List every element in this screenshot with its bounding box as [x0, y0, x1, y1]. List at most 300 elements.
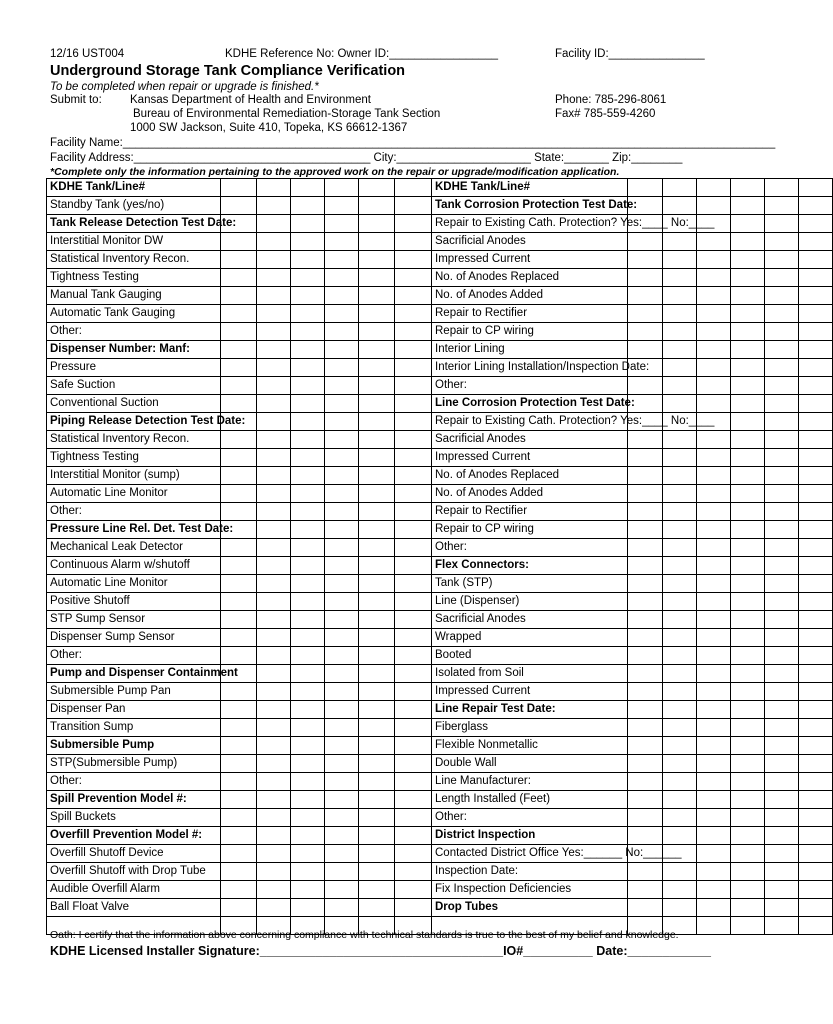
- right-entry-cell[interactable]: [628, 575, 663, 593]
- left-entry-cell[interactable]: [395, 449, 432, 467]
- right-entry-cell[interactable]: [628, 629, 663, 647]
- left-entry-cell[interactable]: [257, 881, 291, 899]
- left-entry-cell[interactable]: [395, 899, 432, 917]
- left-entry-cell[interactable]: [395, 323, 432, 341]
- left-entry-cell[interactable]: [257, 539, 291, 557]
- left-entry-cell[interactable]: [291, 323, 325, 341]
- right-entry-cell[interactable]: [765, 251, 799, 269]
- right-entry-cell[interactable]: [697, 521, 731, 539]
- right-entry-cell[interactable]: [799, 305, 833, 323]
- right-entry-cell[interactable]: [697, 647, 731, 665]
- left-entry-cell[interactable]: [291, 449, 325, 467]
- left-entry-cell[interactable]: [257, 755, 291, 773]
- left-entry-cell[interactable]: [291, 701, 325, 719]
- left-entry-cell[interactable]: [359, 827, 395, 845]
- left-entry-cell[interactable]: [325, 323, 359, 341]
- left-entry-cell[interactable]: [395, 269, 432, 287]
- right-entry-cell[interactable]: [697, 791, 731, 809]
- left-entry-cell[interactable]: [325, 593, 359, 611]
- right-entry-cell[interactable]: [799, 827, 833, 845]
- left-entry-cell[interactable]: [395, 683, 432, 701]
- left-entry-cell[interactable]: [221, 287, 257, 305]
- left-entry-cell[interactable]: [359, 773, 395, 791]
- left-entry-cell[interactable]: [221, 197, 257, 215]
- right-entry-cell[interactable]: [731, 395, 765, 413]
- right-entry-cell[interactable]: [663, 359, 697, 377]
- left-entry-cell[interactable]: [221, 503, 257, 521]
- right-entry-cell[interactable]: [799, 881, 833, 899]
- left-entry-cell[interactable]: [221, 593, 257, 611]
- left-entry-cell[interactable]: [359, 449, 395, 467]
- left-entry-cell[interactable]: [291, 755, 325, 773]
- left-entry-cell[interactable]: [325, 341, 359, 359]
- left-entry-cell[interactable]: [325, 827, 359, 845]
- right-entry-cell[interactable]: [765, 575, 799, 593]
- right-entry-cell[interactable]: [765, 287, 799, 305]
- right-entry-cell[interactable]: [765, 683, 799, 701]
- left-entry-cell[interactable]: [257, 359, 291, 377]
- right-entry-cell[interactable]: [731, 827, 765, 845]
- right-entry-cell[interactable]: [697, 665, 731, 683]
- right-entry-cell[interactable]: [628, 431, 663, 449]
- left-entry-cell[interactable]: [395, 215, 432, 233]
- left-entry-cell[interactable]: [395, 809, 432, 827]
- left-entry-cell[interactable]: [221, 773, 257, 791]
- right-entry-cell[interactable]: [697, 773, 731, 791]
- left-entry-cell[interactable]: [257, 377, 291, 395]
- right-entry-cell[interactable]: [765, 899, 799, 917]
- right-entry-cell[interactable]: [799, 611, 833, 629]
- right-entry-cell[interactable]: [731, 863, 765, 881]
- left-entry-cell[interactable]: [257, 395, 291, 413]
- facility-name-field[interactable]: Facility Name:______________________________________________________________________________________________________: [50, 137, 776, 149]
- right-entry-cell[interactable]: [731, 377, 765, 395]
- right-entry-cell[interactable]: [697, 683, 731, 701]
- right-entry-cell[interactable]: [765, 881, 799, 899]
- left-entry-cell[interactable]: [359, 575, 395, 593]
- right-entry-cell[interactable]: [731, 791, 765, 809]
- right-entry-cell[interactable]: [731, 647, 765, 665]
- right-entry-cell[interactable]: [697, 251, 731, 269]
- left-entry-cell[interactable]: [221, 737, 257, 755]
- left-entry-cell[interactable]: [257, 269, 291, 287]
- right-entry-cell[interactable]: [697, 701, 731, 719]
- left-entry-cell[interactable]: [221, 683, 257, 701]
- left-entry-cell[interactable]: [325, 377, 359, 395]
- right-entry-cell[interactable]: [799, 467, 833, 485]
- right-entry-cell[interactable]: [731, 305, 765, 323]
- right-entry-cell[interactable]: [731, 611, 765, 629]
- left-entry-cell[interactable]: [221, 881, 257, 899]
- right-entry-cell[interactable]: [731, 629, 765, 647]
- left-entry-cell[interactable]: [395, 737, 432, 755]
- right-entry-cell[interactable]: [731, 521, 765, 539]
- right-entry-cell[interactable]: [628, 449, 663, 467]
- left-entry-cell[interactable]: [257, 719, 291, 737]
- right-entry-cell[interactable]: [697, 575, 731, 593]
- right-entry-cell[interactable]: [731, 845, 765, 863]
- facility-address-field[interactable]: Facility Address:_____________________________________ City:_____________________ State:_______ Zip:________: [50, 152, 683, 164]
- left-entry-cell[interactable]: [325, 629, 359, 647]
- right-entry-cell[interactable]: [697, 719, 731, 737]
- left-entry-cell[interactable]: [291, 269, 325, 287]
- left-entry-cell[interactable]: [257, 791, 291, 809]
- left-entry-cell[interactable]: [395, 611, 432, 629]
- right-entry-cell[interactable]: [663, 701, 697, 719]
- left-entry-cell[interactable]: [257, 899, 291, 917]
- left-entry-cell[interactable]: [221, 791, 257, 809]
- right-entry-cell[interactable]: [799, 737, 833, 755]
- right-entry-cell[interactable]: [663, 827, 697, 845]
- left-entry-cell[interactable]: [325, 521, 359, 539]
- right-entry-cell[interactable]: [697, 377, 731, 395]
- left-entry-cell[interactable]: [359, 395, 395, 413]
- left-entry-cell[interactable]: [359, 899, 395, 917]
- left-entry-cell[interactable]: [257, 449, 291, 467]
- right-entry-cell[interactable]: [765, 449, 799, 467]
- right-entry-cell[interactable]: [663, 863, 697, 881]
- right-entry-cell[interactable]: [731, 179, 765, 197]
- right-entry-cell[interactable]: [731, 431, 765, 449]
- right-entry-cell[interactable]: [765, 197, 799, 215]
- right-entry-cell[interactable]: [765, 773, 799, 791]
- right-entry-cell[interactable]: [697, 899, 731, 917]
- left-entry-cell[interactable]: [395, 251, 432, 269]
- right-entry-cell[interactable]: [628, 809, 663, 827]
- right-entry-cell[interactable]: [697, 305, 731, 323]
- right-entry-cell[interactable]: [628, 539, 663, 557]
- right-entry-cell[interactable]: [731, 449, 765, 467]
- left-entry-cell[interactable]: [221, 827, 257, 845]
- left-entry-cell[interactable]: [291, 359, 325, 377]
- right-entry-cell[interactable]: [731, 683, 765, 701]
- right-entry-cell[interactable]: [799, 575, 833, 593]
- right-entry-cell[interactable]: [765, 737, 799, 755]
- right-entry-cell[interactable]: [697, 863, 731, 881]
- right-entry-cell[interactable]: [731, 503, 765, 521]
- right-entry-cell[interactable]: [799, 503, 833, 521]
- right-entry-cell[interactable]: [663, 557, 697, 575]
- left-entry-cell[interactable]: [221, 377, 257, 395]
- right-entry-cell[interactable]: [663, 287, 697, 305]
- left-entry-cell[interactable]: [359, 521, 395, 539]
- right-entry-cell[interactable]: [697, 917, 731, 935]
- left-entry-cell[interactable]: [325, 251, 359, 269]
- kdhe-reference-owner-id[interactable]: KDHE Reference No: Owner ID:_________________: [225, 48, 498, 60]
- left-entry-cell[interactable]: [359, 359, 395, 377]
- right-entry-cell[interactable]: [765, 611, 799, 629]
- right-entry-cell[interactable]: [765, 809, 799, 827]
- right-entry-cell[interactable]: [799, 323, 833, 341]
- right-entry-cell[interactable]: [628, 251, 663, 269]
- right-entry-cell[interactable]: [628, 737, 663, 755]
- left-entry-cell[interactable]: [221, 899, 257, 917]
- left-entry-cell[interactable]: [395, 863, 432, 881]
- left-entry-cell[interactable]: [325, 359, 359, 377]
- right-entry-cell[interactable]: [697, 233, 731, 251]
- left-entry-cell[interactable]: [395, 575, 432, 593]
- left-entry-cell[interactable]: [221, 323, 257, 341]
- right-entry-cell[interactable]: [628, 593, 663, 611]
- right-entry-cell[interactable]: [663, 881, 697, 899]
- left-entry-cell[interactable]: [291, 251, 325, 269]
- left-entry-cell[interactable]: [325, 737, 359, 755]
- right-entry-cell[interactable]: [799, 539, 833, 557]
- left-entry-cell[interactable]: [325, 305, 359, 323]
- left-entry-cell[interactable]: [395, 539, 432, 557]
- right-entry-cell[interactable]: [663, 377, 697, 395]
- right-entry-cell[interactable]: [799, 845, 833, 863]
- left-entry-cell[interactable]: [257, 647, 291, 665]
- right-entry-cell[interactable]: [799, 755, 833, 773]
- left-entry-cell[interactable]: [221, 467, 257, 485]
- left-entry-cell[interactable]: [291, 467, 325, 485]
- left-entry-cell[interactable]: [395, 485, 432, 503]
- right-entry-cell[interactable]: [697, 593, 731, 611]
- right-entry-cell[interactable]: [765, 593, 799, 611]
- left-entry-cell[interactable]: [395, 791, 432, 809]
- left-entry-cell[interactable]: [395, 287, 432, 305]
- right-entry-cell[interactable]: [799, 359, 833, 377]
- left-entry-cell[interactable]: [291, 593, 325, 611]
- left-entry-cell[interactable]: [359, 683, 395, 701]
- left-entry-cell[interactable]: [359, 611, 395, 629]
- left-entry-cell[interactable]: [291, 395, 325, 413]
- left-entry-cell[interactable]: [325, 791, 359, 809]
- right-entry-cell[interactable]: [765, 827, 799, 845]
- right-entry-cell[interactable]: [731, 341, 765, 359]
- right-entry-cell[interactable]: [799, 485, 833, 503]
- installer-signature-line[interactable]: KDHE Licensed Installer Signature:___________________________________IO#__________ Date:____________: [50, 944, 711, 958]
- left-entry-cell[interactable]: [291, 431, 325, 449]
- left-entry-cell[interactable]: [359, 251, 395, 269]
- right-entry-cell[interactable]: [799, 287, 833, 305]
- left-entry-cell[interactable]: [359, 719, 395, 737]
- left-entry-cell[interactable]: [359, 593, 395, 611]
- right-entry-cell[interactable]: [765, 341, 799, 359]
- right-entry-cell[interactable]: [731, 557, 765, 575]
- left-entry-cell[interactable]: [221, 179, 257, 197]
- left-entry-cell[interactable]: [325, 233, 359, 251]
- right-entry-cell[interactable]: [765, 413, 799, 431]
- right-entry-cell[interactable]: [799, 179, 833, 197]
- right-entry-cell[interactable]: [628, 377, 663, 395]
- right-entry-cell[interactable]: [731, 539, 765, 557]
- right-entry-cell[interactable]: [663, 323, 697, 341]
- right-entry-cell[interactable]: [697, 629, 731, 647]
- left-entry-cell[interactable]: [325, 773, 359, 791]
- right-entry-cell[interactable]: [799, 791, 833, 809]
- left-entry-cell[interactable]: [221, 611, 257, 629]
- left-entry-cell[interactable]: [395, 629, 432, 647]
- right-entry-cell[interactable]: [799, 701, 833, 719]
- left-entry-cell[interactable]: [257, 863, 291, 881]
- left-entry-cell[interactable]: [291, 827, 325, 845]
- right-entry-cell[interactable]: [697, 809, 731, 827]
- right-entry-cell[interactable]: [799, 917, 833, 935]
- left-entry-cell[interactable]: [325, 287, 359, 305]
- right-entry-cell[interactable]: [731, 719, 765, 737]
- left-entry-cell[interactable]: [291, 557, 325, 575]
- left-entry-cell[interactable]: [221, 305, 257, 323]
- right-entry-cell[interactable]: [663, 341, 697, 359]
- right-entry-cell[interactable]: [731, 881, 765, 899]
- left-entry-cell[interactable]: [221, 755, 257, 773]
- left-entry-cell[interactable]: [359, 305, 395, 323]
- left-entry-cell[interactable]: [359, 791, 395, 809]
- left-entry-cell[interactable]: [257, 233, 291, 251]
- left-entry-cell[interactable]: [221, 359, 257, 377]
- right-entry-cell[interactable]: [663, 809, 697, 827]
- left-entry-cell[interactable]: [359, 557, 395, 575]
- right-entry-cell[interactable]: [765, 233, 799, 251]
- right-entry-cell[interactable]: [663, 197, 697, 215]
- left-entry-cell[interactable]: [325, 881, 359, 899]
- right-entry-cell[interactable]: [628, 341, 663, 359]
- left-entry-cell[interactable]: [257, 467, 291, 485]
- right-entry-cell[interactable]: [628, 755, 663, 773]
- right-entry-cell[interactable]: [799, 863, 833, 881]
- left-entry-cell[interactable]: [325, 863, 359, 881]
- left-entry-cell[interactable]: [325, 503, 359, 521]
- right-entry-cell[interactable]: [663, 719, 697, 737]
- left-entry-cell[interactable]: [221, 251, 257, 269]
- right-entry-cell[interactable]: [628, 521, 663, 539]
- left-entry-cell[interactable]: [325, 701, 359, 719]
- left-entry-cell[interactable]: [291, 341, 325, 359]
- left-entry-cell[interactable]: [257, 809, 291, 827]
- right-entry-cell[interactable]: [663, 521, 697, 539]
- right-entry-cell[interactable]: [697, 359, 731, 377]
- right-entry-cell[interactable]: [731, 899, 765, 917]
- left-entry-cell[interactable]: [395, 845, 432, 863]
- left-entry-cell[interactable]: [257, 665, 291, 683]
- right-entry-cell[interactable]: [765, 431, 799, 449]
- left-entry-cell[interactable]: [325, 683, 359, 701]
- left-entry-cell[interactable]: [257, 179, 291, 197]
- right-entry-cell[interactable]: [663, 305, 697, 323]
- right-entry-cell[interactable]: [799, 719, 833, 737]
- left-entry-cell[interactable]: [257, 503, 291, 521]
- left-entry-cell[interactable]: [325, 269, 359, 287]
- left-entry-cell[interactable]: [257, 215, 291, 233]
- right-entry-cell[interactable]: [799, 773, 833, 791]
- right-entry-cell[interactable]: [663, 647, 697, 665]
- left-entry-cell[interactable]: [395, 593, 432, 611]
- right-entry-cell[interactable]: [697, 881, 731, 899]
- left-entry-cell[interactable]: [325, 557, 359, 575]
- right-entry-cell[interactable]: [628, 683, 663, 701]
- left-entry-cell[interactable]: [325, 449, 359, 467]
- right-entry-cell[interactable]: [731, 233, 765, 251]
- left-entry-cell[interactable]: [291, 233, 325, 251]
- left-entry-cell[interactable]: [221, 449, 257, 467]
- right-entry-cell[interactable]: [765, 845, 799, 863]
- left-entry-cell[interactable]: [395, 557, 432, 575]
- right-entry-cell[interactable]: [799, 431, 833, 449]
- left-entry-cell[interactable]: [291, 845, 325, 863]
- left-entry-cell[interactable]: [325, 809, 359, 827]
- left-entry-cell[interactable]: [325, 197, 359, 215]
- left-entry-cell[interactable]: [291, 287, 325, 305]
- left-entry-cell[interactable]: [325, 485, 359, 503]
- left-entry-cell[interactable]: [359, 341, 395, 359]
- right-entry-cell[interactable]: [628, 701, 663, 719]
- left-entry-cell[interactable]: [257, 485, 291, 503]
- right-entry-cell[interactable]: [765, 917, 799, 935]
- left-entry-cell[interactable]: [221, 629, 257, 647]
- left-entry-cell[interactable]: [395, 341, 432, 359]
- right-entry-cell[interactable]: [799, 809, 833, 827]
- right-entry-cell[interactable]: [663, 233, 697, 251]
- left-entry-cell[interactable]: [359, 755, 395, 773]
- right-entry-cell[interactable]: [663, 503, 697, 521]
- left-entry-cell[interactable]: [291, 197, 325, 215]
- right-entry-cell[interactable]: [697, 197, 731, 215]
- left-entry-cell[interactable]: [291, 683, 325, 701]
- left-entry-cell[interactable]: [395, 305, 432, 323]
- right-entry-cell[interactable]: [663, 269, 697, 287]
- right-entry-cell[interactable]: [765, 395, 799, 413]
- left-entry-cell[interactable]: [257, 845, 291, 863]
- left-entry-cell[interactable]: [359, 197, 395, 215]
- right-entry-cell[interactable]: [697, 611, 731, 629]
- right-entry-cell[interactable]: [663, 179, 697, 197]
- right-entry-cell[interactable]: [731, 755, 765, 773]
- right-entry-cell[interactable]: [628, 557, 663, 575]
- left-entry-cell[interactable]: [291, 809, 325, 827]
- left-entry-cell[interactable]: [359, 539, 395, 557]
- left-entry-cell[interactable]: [395, 359, 432, 377]
- right-entry-cell[interactable]: [765, 305, 799, 323]
- right-entry-cell[interactable]: [731, 809, 765, 827]
- left-entry-cell[interactable]: [257, 701, 291, 719]
- right-entry-cell[interactable]: [628, 305, 663, 323]
- left-entry-cell[interactable]: [257, 611, 291, 629]
- left-entry-cell[interactable]: [291, 647, 325, 665]
- right-entry-cell[interactable]: [663, 773, 697, 791]
- left-entry-cell[interactable]: [221, 575, 257, 593]
- left-entry-cell[interactable]: [395, 647, 432, 665]
- left-entry-cell[interactable]: [257, 341, 291, 359]
- right-entry-cell[interactable]: [663, 611, 697, 629]
- right-entry-cell[interactable]: [663, 539, 697, 557]
- right-entry-cell[interactable]: [628, 269, 663, 287]
- right-entry-cell[interactable]: [628, 791, 663, 809]
- left-entry-cell[interactable]: [291, 485, 325, 503]
- right-entry-cell[interactable]: [765, 719, 799, 737]
- right-entry-cell[interactable]: [799, 233, 833, 251]
- left-entry-cell[interactable]: [257, 197, 291, 215]
- right-entry-cell[interactable]: [697, 737, 731, 755]
- right-entry-cell[interactable]: [697, 269, 731, 287]
- left-entry-cell[interactable]: [325, 575, 359, 593]
- left-entry-cell[interactable]: [325, 899, 359, 917]
- left-entry-cell[interactable]: [395, 701, 432, 719]
- right-entry-cell[interactable]: [731, 593, 765, 611]
- right-entry-cell[interactable]: [731, 269, 765, 287]
- left-entry-cell[interactable]: [395, 503, 432, 521]
- right-entry-cell[interactable]: [731, 413, 765, 431]
- right-entry-cell[interactable]: [799, 557, 833, 575]
- left-entry-cell[interactable]: [359, 323, 395, 341]
- left-entry-cell[interactable]: [359, 269, 395, 287]
- right-entry-cell[interactable]: [697, 341, 731, 359]
- right-entry-cell[interactable]: [799, 413, 833, 431]
- left-entry-cell[interactable]: [257, 413, 291, 431]
- left-entry-cell[interactable]: [325, 431, 359, 449]
- left-entry-cell[interactable]: [291, 863, 325, 881]
